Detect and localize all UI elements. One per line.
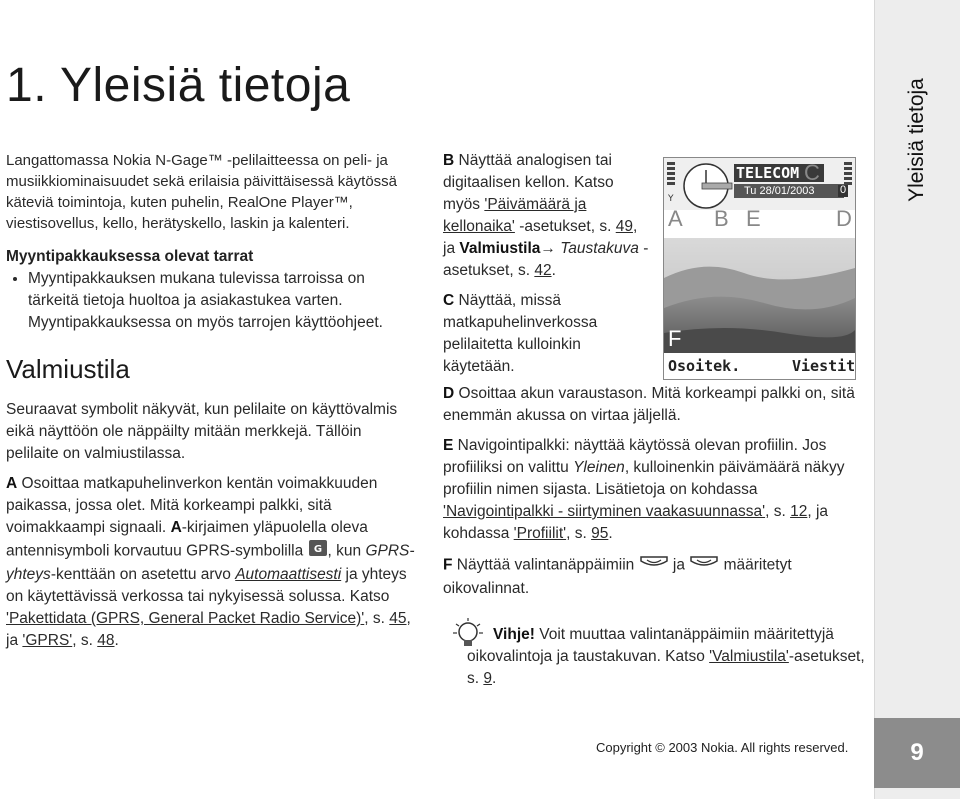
item-a-text: Osoittaa matkapuhelinverkon kentän voimakkuuden paikassa, jossa olet. Mitä korkeampi palkki, sitä voimakkaampi signaali. <box>6 475 378 536</box>
label-b: B <box>714 206 729 231</box>
date-text: Tu 28/01/2003 <box>744 185 815 197</box>
item-f-letter: F <box>443 556 453 574</box>
stickers-list <box>6 268 418 334</box>
item-f-text: Näyttää valintanäppäimiin <box>456 556 635 574</box>
tip-text-3: . <box>492 670 497 687</box>
page-link-95[interactable]: 95 <box>591 525 609 542</box>
left-selection-key-icon <box>639 553 669 578</box>
item-f-paragraph <box>443 553 863 600</box>
svg-text:Y: Y <box>668 194 674 204</box>
date-time-link[interactable]: 'Päivämäärä ja kellonaika' <box>443 196 587 235</box>
page-number: 9 <box>874 718 960 788</box>
left-column <box>6 150 418 652</box>
item-b-text: Näyttää analogisen tai digitaalisen kellon. Katso myös <box>443 152 614 213</box>
list-item: • Myyntipakkauksen mukana tulevissa tarroissa on tärkeitä tietoja huoltoa ja asiakastukea varten. Myyntipakkauksessa on myös tarrojen käyttöohjeet. <box>28 268 418 334</box>
label-d: D <box>836 206 852 231</box>
tip-box <box>467 624 867 690</box>
item-d-letter: D <box>443 385 455 402</box>
item-e-text-6: . <box>608 525 613 542</box>
arrow-icon: → <box>540 240 556 257</box>
item-a-letter: A <box>6 475 18 492</box>
item-b-text-2: -asetukset, s. <box>519 218 612 235</box>
gprs-icon <box>308 539 328 564</box>
item-a-text-4: -kenttään on asetettu arvo <box>50 566 231 583</box>
wallpaper-image <box>664 238 855 353</box>
item-a-text-7: , ja <box>6 610 411 649</box>
navigation-bar-link[interactable]: 'Navigointipalkki - siirtyminen vaakasuunnassa' <box>443 503 766 520</box>
gprs-setting-name: GPRS-yhteys <box>6 542 415 583</box>
item-c-paragraph <box>443 290 653 378</box>
label-a: A <box>668 206 683 231</box>
right-column-bottom <box>443 383 863 600</box>
item-b-paragraph <box>443 150 653 282</box>
item-d-text: Osoittaa akun varaustason. Mitä korkeampi palkki on, sitä enemmän akussa on virtaa jäljellä. <box>443 385 855 424</box>
item-b-letter: B <box>443 152 455 169</box>
item-a-paragraph <box>6 473 418 652</box>
label-c: C <box>804 160 820 185</box>
item-a-text-5: ja yhteys on käytettävissä verkossa tai nykyisessä solussa. Katso <box>6 566 407 605</box>
softkey-right[interactable]: Viestit <box>792 357 856 375</box>
item-e-text-5: , s. <box>566 525 587 542</box>
item-c-letter: C <box>443 292 455 309</box>
page-link-45[interactable]: 45 <box>389 610 407 627</box>
tip-text: Voit muuttaa valintanäppäimiin määritettyjä oikovalintoja ja taustakuvan. Katso <box>467 626 834 665</box>
item-e-text: Navigointipalkki: näyttää käytössä olevan profiilin. Jos profiiliksi on valittu <box>443 437 827 476</box>
label-e: E <box>746 206 761 231</box>
item-e-letter: E <box>443 437 454 454</box>
general-profile-name: Yleinen <box>573 459 625 476</box>
item-a-text-3: , kun <box>327 542 362 560</box>
tip-paragraph <box>467 624 867 690</box>
right-column-top <box>443 150 653 378</box>
svg-text:G: G <box>313 544 322 555</box>
standby-link[interactable]: 'Valmiustila' <box>709 648 789 665</box>
page-link-48[interactable]: 48 <box>97 632 115 649</box>
item-a-text-6: , s. <box>364 610 385 627</box>
tip-label: Vihje! <box>493 626 535 643</box>
item-a-text-8: , s. <box>72 632 93 649</box>
gprs-link[interactable]: 'GPRS' <box>22 632 73 649</box>
profiles-link[interactable]: 'Profiilit' <box>513 525 567 542</box>
standby-setting-name: Valmiustila <box>459 240 541 257</box>
right-selection-key-icon <box>689 553 719 578</box>
chapter-title: 1. Yleisiä tietoja <box>6 59 351 112</box>
packet-data-link[interactable]: 'Pakettidata (GPRS, General Packet Radio Service)' <box>6 610 365 627</box>
stickers-heading: Myyntipakkauksessa olevat tarrat <box>6 248 254 265</box>
item-a-text-9: . <box>114 632 119 649</box>
page-link-42[interactable]: 42 <box>534 262 552 279</box>
item-f-text-2: ja <box>672 556 685 574</box>
item-a-letter-2: A <box>170 519 182 536</box>
item-b-text-5: . <box>551 262 556 279</box>
profile-digit: 0 <box>840 184 847 196</box>
operator-name: TELECOM <box>736 164 800 182</box>
item-e-text-4: , ja kohdassa <box>443 503 829 542</box>
copyright: Copyright © 2003 Nokia. All rights reserved. <box>596 740 849 755</box>
intro-paragraph: Langattomassa Nokia N-Gage™ -pelilaitteessa on peli- ja musiikkiominaisuudet sekä erilaisia päivittäisessä käytössä käteviä toimintoja, kuten puhelin, RealOne Player™, viestisovellus, kello, herätyskello, laskin ja kalenteri. <box>6 152 398 232</box>
item-e-paragraph <box>443 435 863 545</box>
page-link-12[interactable]: 12 <box>790 503 808 520</box>
item-c-text: Näyttää, missä matkapuhelinverkossa pelilaitetta kulloinkin käytetään. <box>443 292 598 375</box>
standby-intro: Seuraavat symbolit näkyvät, kun pelilaite on käyttövalmis eikä näyttöön ole näppäilty mitään merkkejä. Tällöin pelilaite on valmiustilassa. <box>6 401 398 462</box>
page-link-9[interactable]: 9 <box>483 670 492 687</box>
item-d-paragraph <box>443 383 863 427</box>
side-tab-label: Yleisiä tietoja <box>905 78 928 202</box>
item-b-text-4: -asetukset, s. <box>443 240 649 279</box>
standby-heading: Valmiustila <box>6 354 130 384</box>
page-link-49[interactable]: 49 <box>615 218 633 235</box>
item-f-text-3: määritetyt oikovalinnat. <box>443 556 792 597</box>
phone-screen <box>663 157 856 380</box>
item-e-text-3: , s. <box>765 503 786 520</box>
item-e-text-2: , kulloinenkin päivämäärä näkyy profiilin nimen sijasta. Lisätietoja on kohdassa <box>443 459 845 498</box>
label-f: F <box>668 326 682 351</box>
softkey-left[interactable]: Osoitek. <box>668 357 741 375</box>
item-a-text-2: -kirjaimen yläpuolella oleva antennisymboli korvautuu GPRS-symbolilla <box>6 519 368 560</box>
item-b-text-3: , ja <box>443 218 638 257</box>
wallpaper-setting-name: Taustakuva <box>560 240 639 257</box>
tip-text-2: -asetukset, s. <box>467 648 865 687</box>
auto-setting-value: Automaattisesti <box>235 566 342 583</box>
